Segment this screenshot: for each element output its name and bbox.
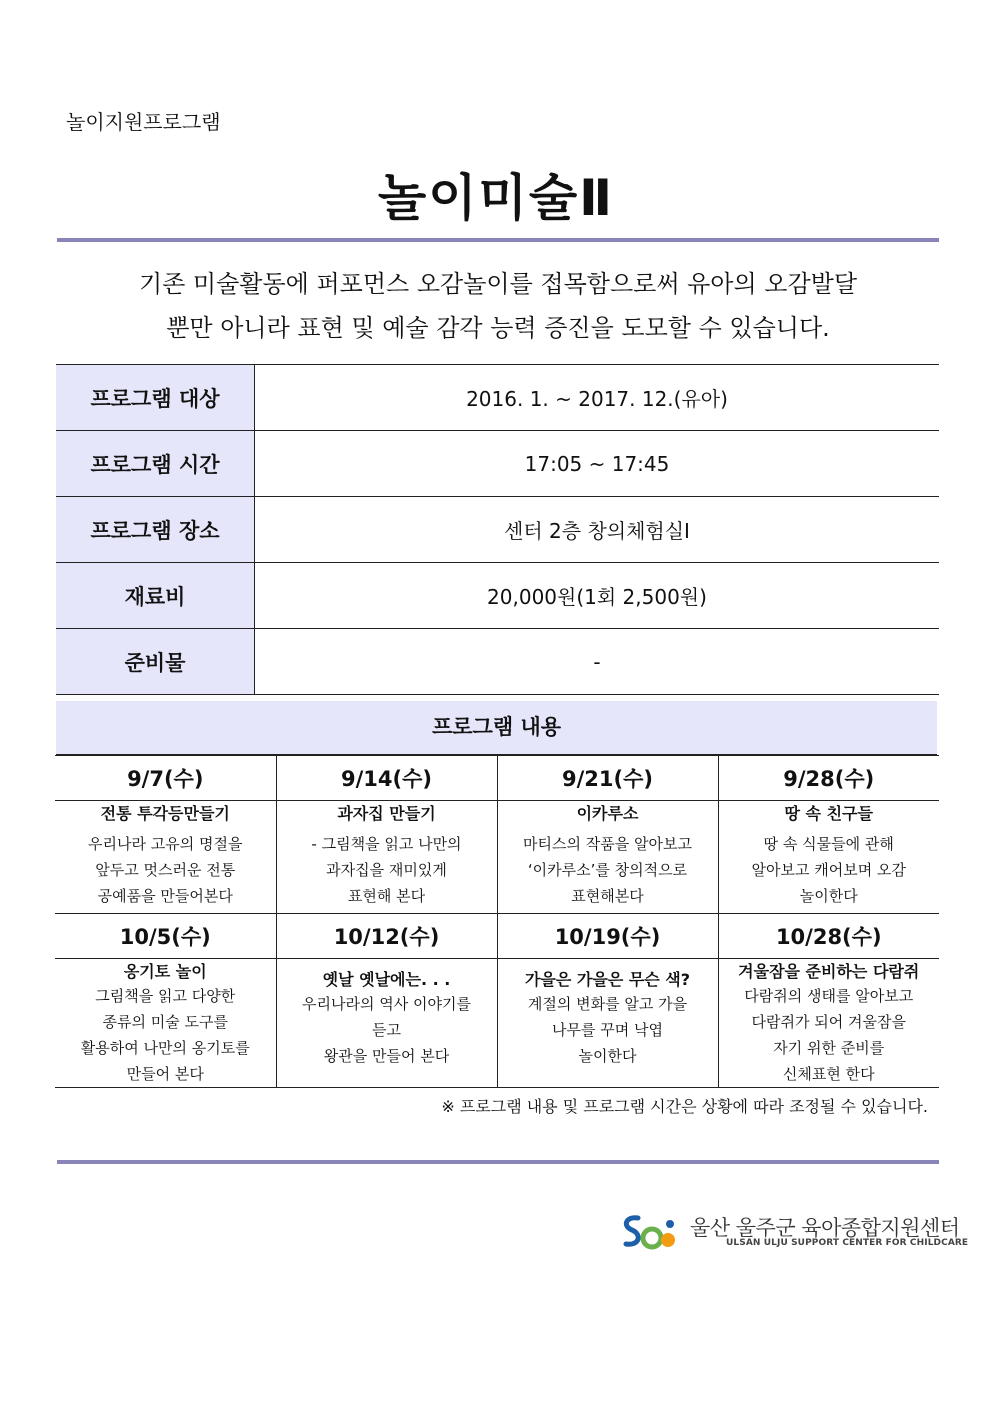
program-category: 놀이지원프로그램 bbox=[66, 110, 221, 134]
schedule-heading: 프로그램 내용 bbox=[56, 701, 937, 755]
title-divider bbox=[57, 238, 939, 242]
session-date: 10/19(수) bbox=[497, 914, 718, 959]
session-description: - 그림책을 읽고 나만의 과자집을 재미있게 표현해 본다 bbox=[311, 835, 462, 905]
info-label: 프로그램 장소 bbox=[56, 497, 255, 563]
session-cell bbox=[276, 801, 497, 914]
intro-text bbox=[57, 262, 939, 350]
session-date: 9/7(수) bbox=[55, 756, 276, 801]
schedule-content-row bbox=[55, 801, 939, 914]
session-date: 10/5(수) bbox=[55, 914, 276, 959]
session-cell bbox=[497, 959, 718, 1088]
session-date: 9/21(수) bbox=[497, 756, 718, 801]
page-title: 놀이미술Ⅱ bbox=[377, 169, 615, 227]
schedule-table bbox=[55, 755, 939, 1088]
intro-line-2: 뿐만 아니라 표현 및 예술 감각 능력 증진을 도모할 수 있습니다. bbox=[166, 314, 830, 342]
center-logo-mark-icon bbox=[620, 1210, 680, 1256]
info-label: 준비물 bbox=[56, 629, 255, 695]
info-value: 센터 2층 창의체험실Ⅰ bbox=[255, 497, 940, 563]
session-cell bbox=[55, 801, 276, 914]
session-title: 가을은 가을은 무슨 색? bbox=[524, 970, 691, 989]
session-cell bbox=[718, 959, 939, 1088]
info-value: - bbox=[255, 629, 940, 695]
session-description: 다람쥐의 생태를 알아보고 다람쥐가 되어 겨울잠을 자기 위한 준비를 신체표현 한다 bbox=[744, 987, 914, 1083]
info-label: 재료비 bbox=[56, 563, 255, 629]
info-row-time bbox=[56, 431, 939, 497]
session-title: 전통 투각등만들기 bbox=[100, 804, 230, 823]
info-row-target bbox=[56, 365, 939, 431]
schedule-note: ※ 프로그램 내용 및 프로그램 시간은 상황에 따라 조정될 수 있습니다. bbox=[441, 1097, 928, 1116]
session-title: 옛날 옛날에는. . . bbox=[322, 970, 451, 989]
schedule-content-row bbox=[55, 959, 939, 1088]
session-cell bbox=[718, 801, 939, 914]
program-info-table bbox=[56, 364, 939, 695]
intro-line-1: 기존 미술활동에 퍼포먼스 오감놀이를 접목함으로써 유아의 오감발달 bbox=[138, 270, 858, 298]
session-description: 땅 속 식물들에 관해 알아보고 캐어보며 오감 놀이한다 bbox=[751, 835, 906, 905]
info-value: 2016. 1. ~ 2017. 12.(유아) bbox=[255, 365, 940, 431]
session-cell bbox=[276, 959, 497, 1088]
session-title: 과자집 만들기 bbox=[337, 804, 436, 823]
session-description: 계절의 변화를 알고 가을 나무를 꾸며 낙엽 놀이한다 bbox=[527, 995, 688, 1065]
footer-divider bbox=[57, 1160, 939, 1164]
info-row-fee bbox=[56, 563, 939, 629]
session-date: 9/28(수) bbox=[718, 756, 939, 801]
info-row-place bbox=[56, 497, 939, 563]
info-label: 프로그램 시간 bbox=[56, 431, 255, 497]
session-description: 우리나라 고유의 명절을 앞두고 멋스러운 전통 공예품을 만들어본다 bbox=[88, 835, 243, 905]
schedule-date-row bbox=[55, 914, 939, 959]
session-description: 우리나라의 역사 이야기를 듣고 왕관을 만들어 본다 bbox=[302, 995, 471, 1065]
session-title: 땅 속 친구들 bbox=[784, 804, 873, 823]
session-date: 9/14(수) bbox=[276, 756, 497, 801]
session-description: 그림책을 읽고 다양한 종류의 미술 도구를 활용하여 나만의 옹기토를 만들어 본다 bbox=[80, 987, 250, 1083]
info-row-supplies bbox=[56, 629, 939, 695]
session-cell bbox=[55, 959, 276, 1088]
info-label: 프로그램 대상 bbox=[56, 365, 255, 431]
schedule-date-row bbox=[55, 756, 939, 801]
org-name-korean: 울산 울주군 육아종합지원센터 bbox=[690, 1216, 960, 1240]
org-name-english: ULSAN ULJU SUPPORT CENTER FOR CHILDCARE bbox=[726, 1238, 969, 1248]
center-logo bbox=[620, 1210, 969, 1256]
session-date: 10/28(수) bbox=[718, 914, 939, 959]
session-title: 이카루소 bbox=[576, 804, 639, 823]
session-cell bbox=[497, 801, 718, 914]
info-value: 20,000원(1회 2,500원) bbox=[255, 563, 940, 629]
session-title: 옹기토 놀이 bbox=[123, 962, 207, 981]
info-value: 17:05 ~ 17:45 bbox=[255, 431, 940, 497]
session-date: 10/12(수) bbox=[276, 914, 497, 959]
session-description: 마티스의 작품을 알아보고 ‘이카루소’를 창의적으로 표현해본다 bbox=[523, 835, 692, 905]
session-title: 겨울잠을 준비하는 다람쥐 bbox=[738, 962, 920, 981]
